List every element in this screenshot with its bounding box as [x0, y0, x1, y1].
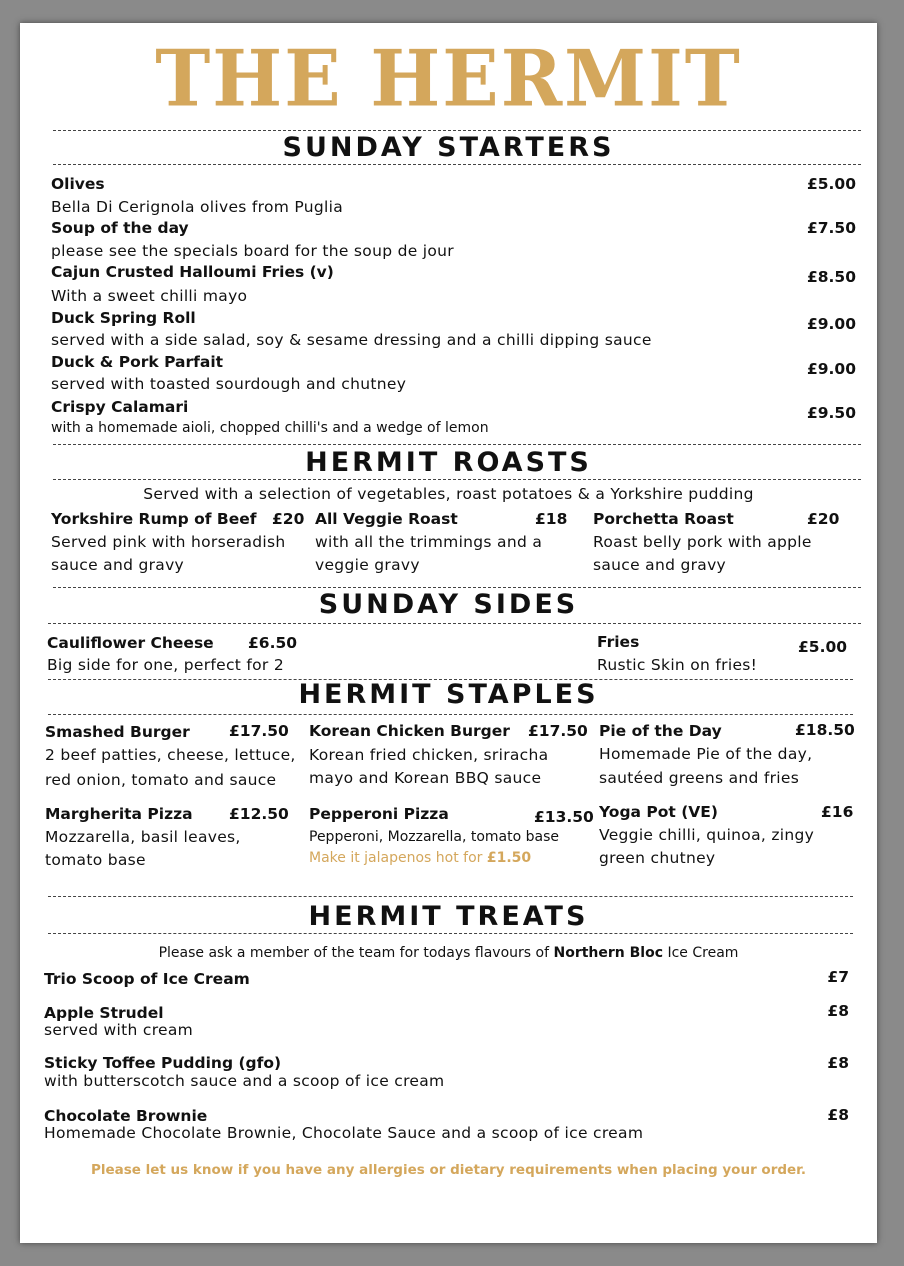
item-name: Pepperoni Pizza: [309, 805, 449, 823]
item-name: Fries: [597, 633, 640, 651]
item-price: £9.00: [806, 360, 856, 378]
divider: [53, 164, 861, 165]
section-heading-staples: HERMIT STAPLES: [298, 679, 599, 710]
divider: [48, 896, 853, 897]
divider: [53, 479, 861, 480]
divider: [48, 623, 861, 624]
section-heading-sides: SUNDAY SIDES: [318, 589, 579, 620]
note-text: Ice Cream: [663, 945, 739, 961]
item-description: sauce and gravy: [593, 556, 727, 574]
item-price: £8: [827, 1054, 849, 1072]
item-price: £9.50: [806, 404, 856, 422]
item-description: red onion, tomato and sauce: [45, 771, 277, 789]
item-description: Big side for one, perfect for 2: [47, 656, 284, 674]
item-name: Cajun Crusted Halloumi Fries (v): [51, 263, 334, 281]
item-description: mayo and Korean BBQ sauce: [309, 769, 542, 787]
upgrade-text: Make it jalapenos hot for: [309, 850, 487, 866]
item-description: green chutney: [599, 849, 716, 867]
item-name: Porchetta Roast: [593, 510, 734, 528]
item-price: £6.50: [248, 634, 298, 652]
item-description: Homemade Pie of the day,: [599, 745, 813, 763]
divider: [48, 933, 853, 934]
item-description: with all the trimmings and a: [315, 533, 543, 551]
item-name: Sticky Toffee Pudding (gfo): [44, 1054, 282, 1072]
item-name: Olives: [51, 175, 105, 193]
item-description: with butterscotch sauce and a scoop of ice cream: [44, 1072, 445, 1090]
menu-page: [20, 23, 877, 1243]
item-name: Margherita Pizza: [45, 805, 193, 823]
item-description: served with a side salad, soy & sesame dressing and a chilli dipping sauce: [51, 331, 652, 349]
item-description: served with toasted sourdough and chutney: [51, 375, 407, 393]
item-price: £8: [827, 1002, 849, 1020]
item-description: please see the specials board for the soup de jour: [51, 242, 454, 260]
item-description: Pepperoni, Mozzarella, tomato base: [309, 829, 560, 845]
item-price: £9.00: [806, 315, 856, 333]
item-name: Pie of the Day: [599, 722, 722, 740]
item-name: Apple Strudel: [44, 1004, 164, 1022]
item-description: served with cream: [44, 1021, 194, 1039]
item-price: £16: [821, 803, 854, 821]
item-description: Bella Di Cerignola olives from Puglia: [51, 198, 344, 216]
ice-cream-note: [20, 945, 877, 961]
item-description: Veggie chilli, quinoa, zingy: [599, 826, 815, 844]
divider: [53, 130, 861, 131]
item-description: tomato base: [45, 851, 146, 869]
item-name: Duck & Pork Parfait: [51, 353, 224, 371]
note-text: Please ask a member of the team for todays flavours of: [158, 945, 554, 961]
item-name: All Veggie Roast: [315, 510, 458, 528]
item-price: £17.50: [528, 722, 588, 740]
item-price: £5.00: [806, 175, 856, 193]
allergy-note: Please let us know if you have any allergies or dietary requirements when placing your order.: [90, 1162, 807, 1178]
item-price: £20: [807, 510, 840, 528]
brand-name: Northern Bloc: [553, 945, 664, 961]
item-description: With a sweet chilli mayo: [51, 287, 248, 305]
item-description: Served pink with horseradish: [51, 533, 286, 551]
item-name: Korean Chicken Burger: [309, 722, 510, 740]
item-price: £20: [272, 510, 305, 528]
item-description: Homemade Chocolate Brownie, Chocolate Sauce and a scoop of ice cream: [44, 1124, 644, 1142]
item-price: £13.50: [534, 808, 594, 826]
section-heading-starters: SUNDAY STARTERS: [282, 132, 615, 163]
divider: [48, 714, 853, 715]
item-description: veggie gravy: [315, 556, 420, 574]
item-description: 2 beef patties, cheese, lettuce,: [45, 746, 296, 764]
item-price: £8: [827, 1106, 849, 1124]
item-description: Rustic Skin on fries!: [597, 656, 758, 674]
item-description: Roast belly pork with apple: [593, 533, 812, 551]
item-name: Cauliflower Cheese: [47, 634, 214, 652]
item-price: £8.50: [806, 268, 856, 286]
roasts-intro: Served with a selection of vegetables, roast potatoes & a Yorkshire pudding: [143, 485, 754, 503]
divider: [53, 587, 861, 588]
item-description: sauce and gravy: [51, 556, 185, 574]
section-heading-treats: HERMIT TREATS: [308, 901, 589, 932]
item-upgrade-note: [309, 850, 531, 866]
item-name: Chocolate Brownie: [44, 1107, 208, 1125]
item-description: with a homemade aioli, chopped chilli's and a wedge of lemon: [51, 420, 489, 436]
item-price: £7: [827, 968, 849, 986]
item-price: £18: [535, 510, 568, 528]
item-name: Smashed Burger: [45, 723, 190, 741]
item-price: £17.50: [229, 722, 289, 740]
item-price: £5.00: [798, 638, 848, 656]
divider: [53, 444, 861, 445]
item-price: £18.50: [795, 721, 855, 739]
item-name: Yorkshire Rump of Beef: [51, 510, 257, 528]
item-name: Trio Scoop of Ice Cream: [44, 970, 250, 988]
item-price: £12.50: [229, 805, 289, 823]
item-description: sautéed greens and fries: [599, 769, 800, 787]
item-name: Crispy Calamari: [51, 398, 189, 416]
item-price: £7.50: [806, 219, 856, 237]
item-description: Korean fried chicken, sriracha: [309, 746, 549, 764]
item-name: Duck Spring Roll: [51, 309, 196, 327]
item-name: Yoga Pot (VE): [599, 803, 718, 821]
upgrade-price: £1.50: [486, 850, 532, 866]
item-description: Mozzarella, basil leaves,: [45, 828, 241, 846]
menu-title: THE HERMIT: [155, 33, 742, 125]
section-heading-roasts: HERMIT ROASTS: [305, 447, 592, 478]
item-name: Soup of the day: [51, 219, 189, 237]
